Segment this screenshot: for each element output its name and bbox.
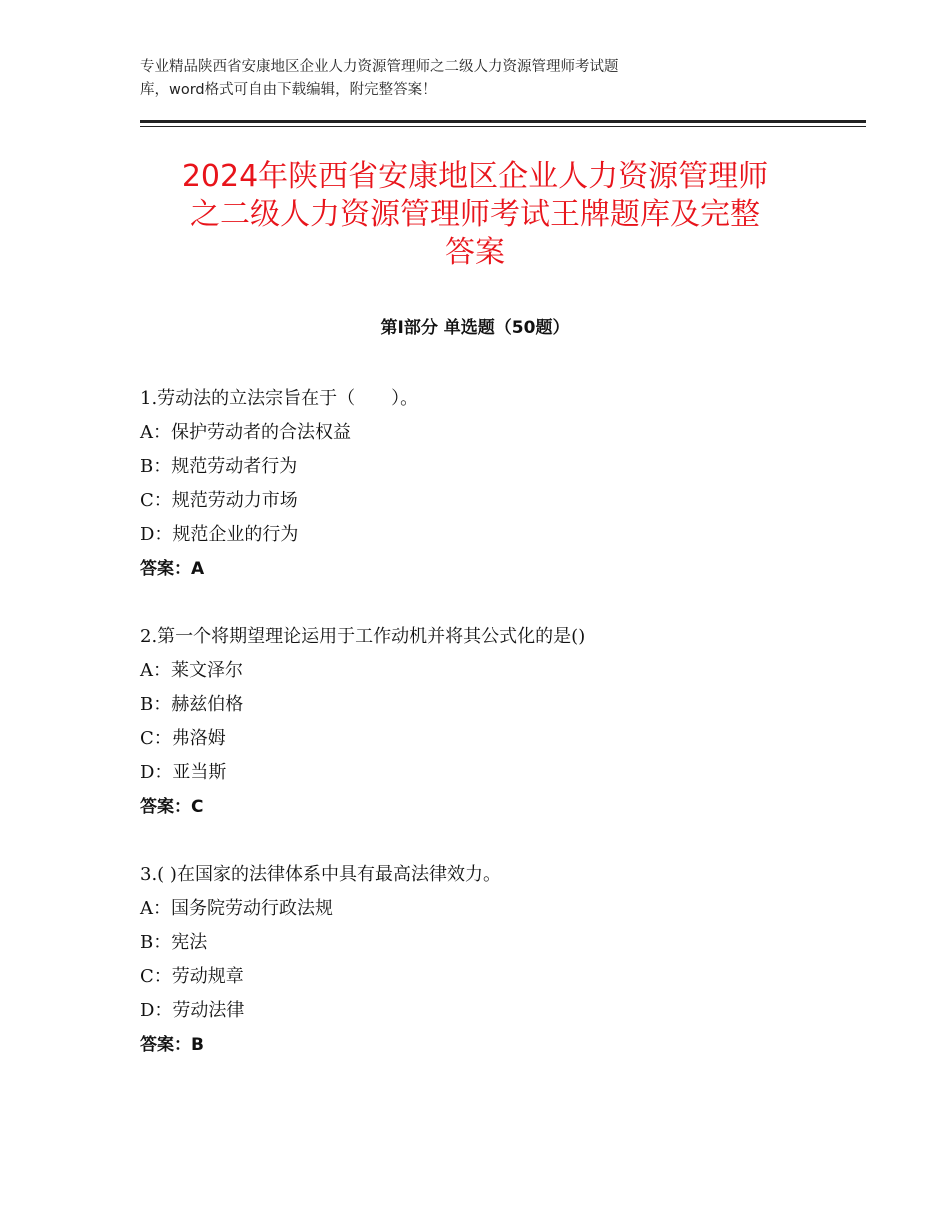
- document-title-line-1: 2024年陕西省安康地区企业人力资源管理师: [181, 159, 769, 194]
- question-2: [140, 620, 866, 824]
- question-3: [140, 858, 866, 1062]
- header-rule-thick: [140, 120, 866, 123]
- option-c: C：规范劳动力市场: [140, 490, 298, 511]
- document-title: [120, 158, 830, 272]
- question-list: [140, 382, 866, 1096]
- option-d: D：劳动法律: [140, 1000, 245, 1021]
- option-c: C：弗洛姆: [140, 728, 226, 749]
- answer-line: 答案：A: [140, 559, 205, 579]
- answer-line: 答案：B: [140, 1035, 204, 1055]
- option-b: B：规范劳动者行为: [140, 456, 298, 477]
- header-note-line-2: 库，word格式可自由下载编辑，附完整答案！: [140, 82, 437, 98]
- option-a: A：莱文泽尔: [140, 660, 243, 681]
- document-title-line-3: 答案: [445, 235, 505, 270]
- document-title-line-2: 之二级人力资源管理师考试王牌题库及完整: [190, 197, 760, 232]
- section-heading: 第Ⅰ部分 单选题（50题）: [380, 318, 570, 338]
- header-note: [140, 56, 780, 102]
- option-d: D：规范企业的行为: [140, 524, 299, 545]
- question-1: [140, 382, 866, 586]
- option-b: B：宪法: [140, 932, 208, 953]
- question-stem: 2.第一个将期望理论运用于工作动机并将其公式化的是(): [140, 626, 586, 647]
- question-stem: 1.劳动法的立法宗旨在于（ ）。: [140, 388, 419, 409]
- option-c: C：劳动规章: [140, 966, 244, 987]
- answer-line: 答案：C: [140, 797, 204, 817]
- header-rule-thin: [140, 126, 866, 127]
- option-a: A：国务院劳动行政法规: [140, 898, 333, 919]
- header-note-line-1: 专业精品陕西省安康地区企业人力资源管理师之二级人力资源管理师考试题: [140, 59, 619, 75]
- option-d: D：亚当斯: [140, 762, 227, 783]
- question-stem: 3.( )在国家的法律体系中具有最高法律效力。: [140, 864, 501, 885]
- option-a: A：保护劳动者的合法权益: [140, 422, 351, 443]
- option-b: B：赫兹伯格: [140, 694, 244, 715]
